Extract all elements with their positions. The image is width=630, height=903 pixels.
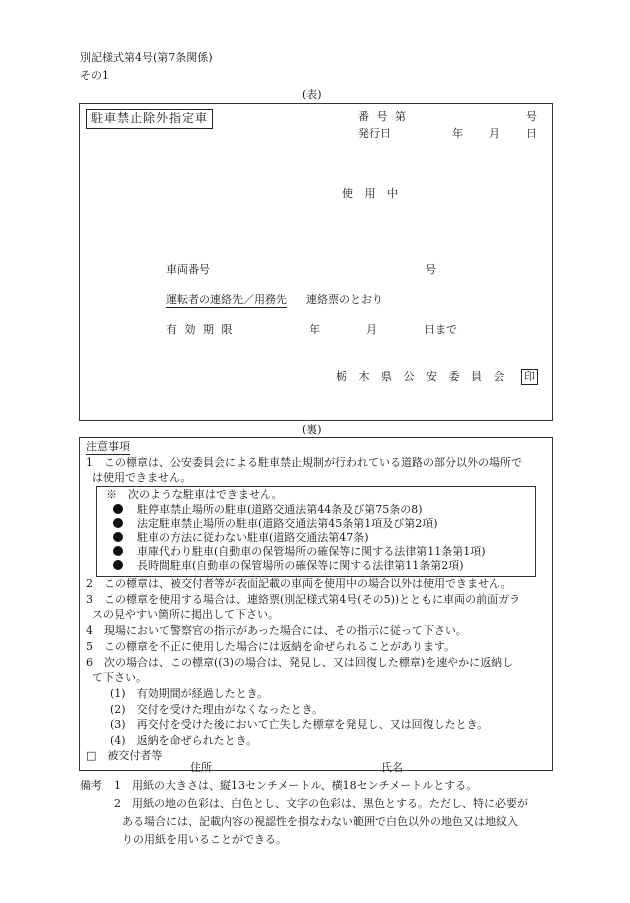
- in-use-text: 使 用 中: [342, 187, 402, 200]
- validity-label: 有 効 期 限: [166, 323, 235, 336]
- remarks-label: 備考: [80, 779, 102, 792]
- bullet-icon: [113, 518, 123, 528]
- front-label: (表): [302, 88, 322, 101]
- sub-item: (3) 再交付を受けた後において亡失した標章を発見し、又は回復したとき。: [110, 718, 489, 731]
- vehicle-number-suffix: 号: [425, 263, 436, 276]
- note-item-3a: 3 この標章を使用する場合は、連絡票(別記様式第4号(その5))とともに車両の前面ガラ: [86, 593, 521, 606]
- front-card: [79, 103, 553, 421]
- bullet-item: 長時間駐車(自動車の保管場所の確保等に関する法律第11条第2項): [113, 559, 464, 573]
- note-item-5: 5 この標章を不正に使用した場合には返納を命ぜられることがあります。: [86, 640, 456, 653]
- note-item-2: 2 この標章は、被交付者等が表面記載の車両を使用中の場合以外は使用できません。: [86, 577, 512, 590]
- bullet-icon: [113, 532, 123, 542]
- bullet-item: 駐停車禁止場所の駐車(道路交通法第44条及び第75条の8): [113, 503, 423, 517]
- exemption-badge: 駐車禁止除外指定車: [86, 109, 213, 129]
- bullet-item: 車庫代わり駐車(自動車の保管場所の確保等に関する法律第11条第1項): [113, 545, 486, 559]
- note-item-3b: スの見やすい箇所に掲出して下さい。: [92, 608, 279, 621]
- number-label: 番 号 第: [358, 110, 408, 123]
- remark-2a: 2 用紙の地の色彩は、白色とし、文字の色彩は、黒色とする。ただし、特に必要が: [114, 797, 528, 810]
- name-label: 氏名: [381, 761, 403, 774]
- vehicle-number-label: 車両番号: [166, 263, 210, 276]
- contact-value: 連絡票のとおり: [306, 293, 383, 306]
- sub-item: (2) 交付を受けた理由がなくなったとき。: [110, 703, 324, 716]
- sub-item: (4) 返納を命ぜられたとき。: [110, 734, 258, 747]
- validity-until: 日まで: [424, 323, 457, 336]
- notes-title: 注意事項: [86, 440, 130, 455]
- sub-item: (1) 有効期間が経過したとき。: [110, 687, 269, 700]
- remark-2b: ある場合には、記載内容の視認性を損なわない範囲で白色以外の地色又は地紋入: [122, 815, 518, 828]
- seal-mark: 印: [521, 369, 538, 385]
- issued-day: 日: [526, 127, 537, 140]
- remark-1: 1 用紙の大きさは、縦13センチメートル、横18センチメートルとする。: [114, 779, 478, 792]
- validity-month: 月: [366, 323, 377, 336]
- contact-label: 運転者の連絡先／用務先: [166, 293, 287, 308]
- issued-label: 発行日: [358, 127, 391, 140]
- number-suffix: 号: [526, 110, 537, 123]
- bullet-icon: [113, 546, 123, 556]
- note-item-1a: 1 この標章は、公安委員会による駐車禁止規制が行われている道路の部分以外の場所で: [86, 456, 522, 469]
- note-item-1b: は使用できません。: [92, 471, 192, 484]
- holder-label: □ 被交付者等: [86, 749, 163, 762]
- back-label: (裏): [302, 423, 322, 436]
- remark-2c: りの用紙を用いることができる。: [122, 833, 287, 846]
- bullet-icon: [113, 560, 123, 570]
- prohibited-head: ※ 次のような駐車はできません。: [106, 488, 283, 501]
- issued-year: 年: [452, 127, 463, 140]
- issuer-name: 栃 木 県 公 安 委 員 会: [336, 370, 509, 383]
- address-label: 住所: [190, 761, 212, 774]
- note-item-6b: て下さい。: [92, 671, 147, 684]
- validity-year: 年: [309, 323, 320, 336]
- form-sub-label: その1: [80, 69, 109, 82]
- form-number: 別記様式第4号(第7条関係): [80, 51, 213, 64]
- bullet-item: 法定駐車禁止場所の駐車(道路交通法第45条第1項及び第2項): [113, 517, 438, 531]
- note-item-4: 4 現場において警察官の指示があった場合には、その指示に従って下さい。: [86, 624, 467, 637]
- issued-month: 月: [489, 127, 500, 140]
- bullet-icon: [113, 504, 123, 514]
- note-item-6a: 6 次の場合は、この標章((3)の場合は、発見し、又は回復した標章)を速やかに返納し: [86, 656, 514, 669]
- bullet-item: 駐車の方法に従わない駐車(道路交通法第47条): [113, 531, 369, 545]
